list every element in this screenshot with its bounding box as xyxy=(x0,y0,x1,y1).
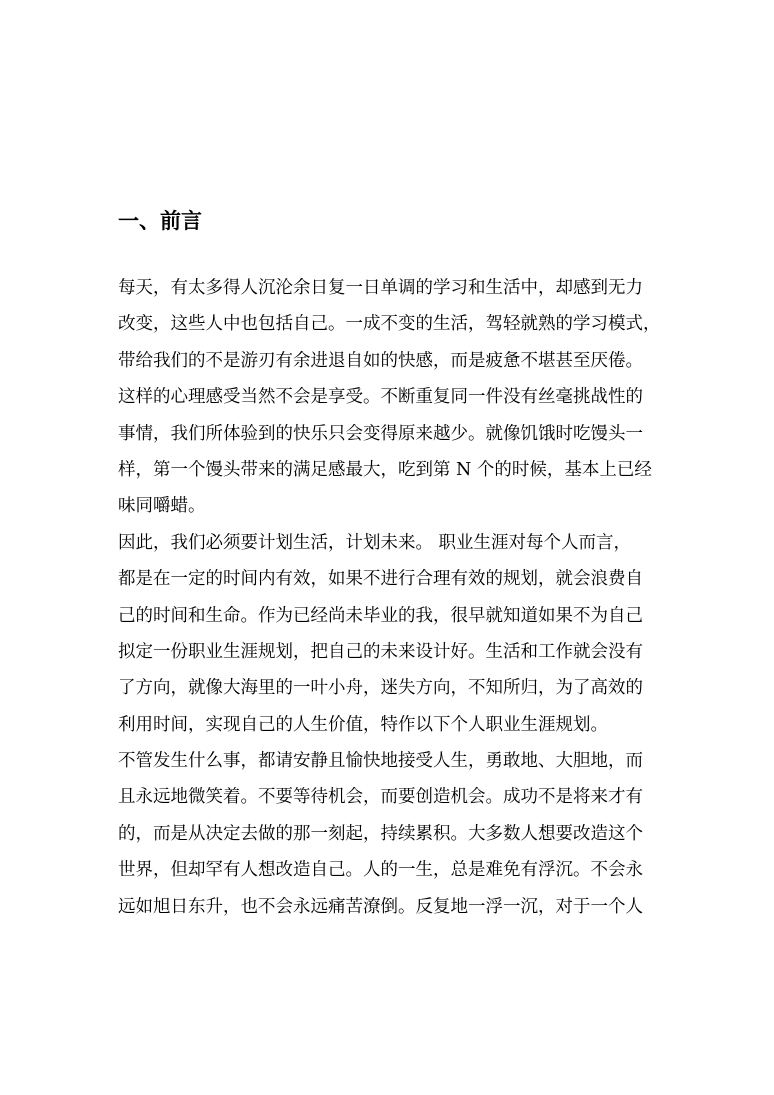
text-line: 事情，我们所体验到的快乐只会变得原来越少。就像饥饿时吃馒头一 xyxy=(118,423,643,444)
section-heading: 一、前言 xyxy=(118,208,202,233)
text-line: 世界，但却罕有人想改造自己。人的一生，总是难免有浮沉。不会永 xyxy=(118,860,643,881)
paragraph xyxy=(118,525,678,743)
text-line: 且永远地微笑着。不要等待机会，而要创造机会。成功不是将来才有 xyxy=(118,787,643,808)
text-line: 不管发生什么事，都请安静且愉快地接受人生，勇敢地、大胆地，而 xyxy=(118,751,643,772)
text-line: 改变，这些人中也包括自己。一成不变的生活，驾轻就熟的学习模式， xyxy=(118,314,661,335)
text-line: 这样的心理感受当然不会是享受。不断重复同一件没有丝毫挑战性的 xyxy=(118,387,643,408)
text-line: 己的时间和生命。作为已经尚未毕业的我，很早就知道如果不为自己 xyxy=(118,605,643,626)
text-line: 远如旭日东升，也不会永远痛苦潦倒。反复地一浮一沉，对于一个人 xyxy=(118,896,643,917)
text-line: 样，第一个馒头带来的满足感最大，吃到第 N 个的时候，基本上已经 xyxy=(118,459,652,480)
text-line: 带给我们的不是游刃有余进退自如的快感，而是疲惫不堪甚至厌倦。 xyxy=(118,350,643,371)
text-line: 拟定一份职业生涯规划，把自己的未来设计好。生活和工作就会没有 xyxy=(118,641,643,662)
text-line: 因此，我们必须要计划生活，计划未来。 职业生涯对每个人而言， xyxy=(118,532,632,553)
text-line: 都是在一定的时间内有效，如果不进行合理有效的规划，就会浪费自 xyxy=(118,569,643,590)
text-line: 每天，有太多得人沉沦余日复一日单调的学习和生活中，却感到无力 xyxy=(118,278,643,298)
paragraph xyxy=(118,743,678,925)
text-line: 了方向，就像大海里的一叶小舟，迷失方向，不知所归，为了高效的 xyxy=(118,678,643,699)
text-line: 的，而是从决定去做的那一刻起，持续累积。大多数人想要改造这个 xyxy=(118,823,643,844)
body-text xyxy=(118,270,678,925)
text-line: 利用时间，实现自己的人生价值，特作以下个人职业生涯规划。 xyxy=(118,714,608,735)
paragraph xyxy=(118,270,678,525)
text-line: 味同嚼蜡。 xyxy=(118,496,206,517)
